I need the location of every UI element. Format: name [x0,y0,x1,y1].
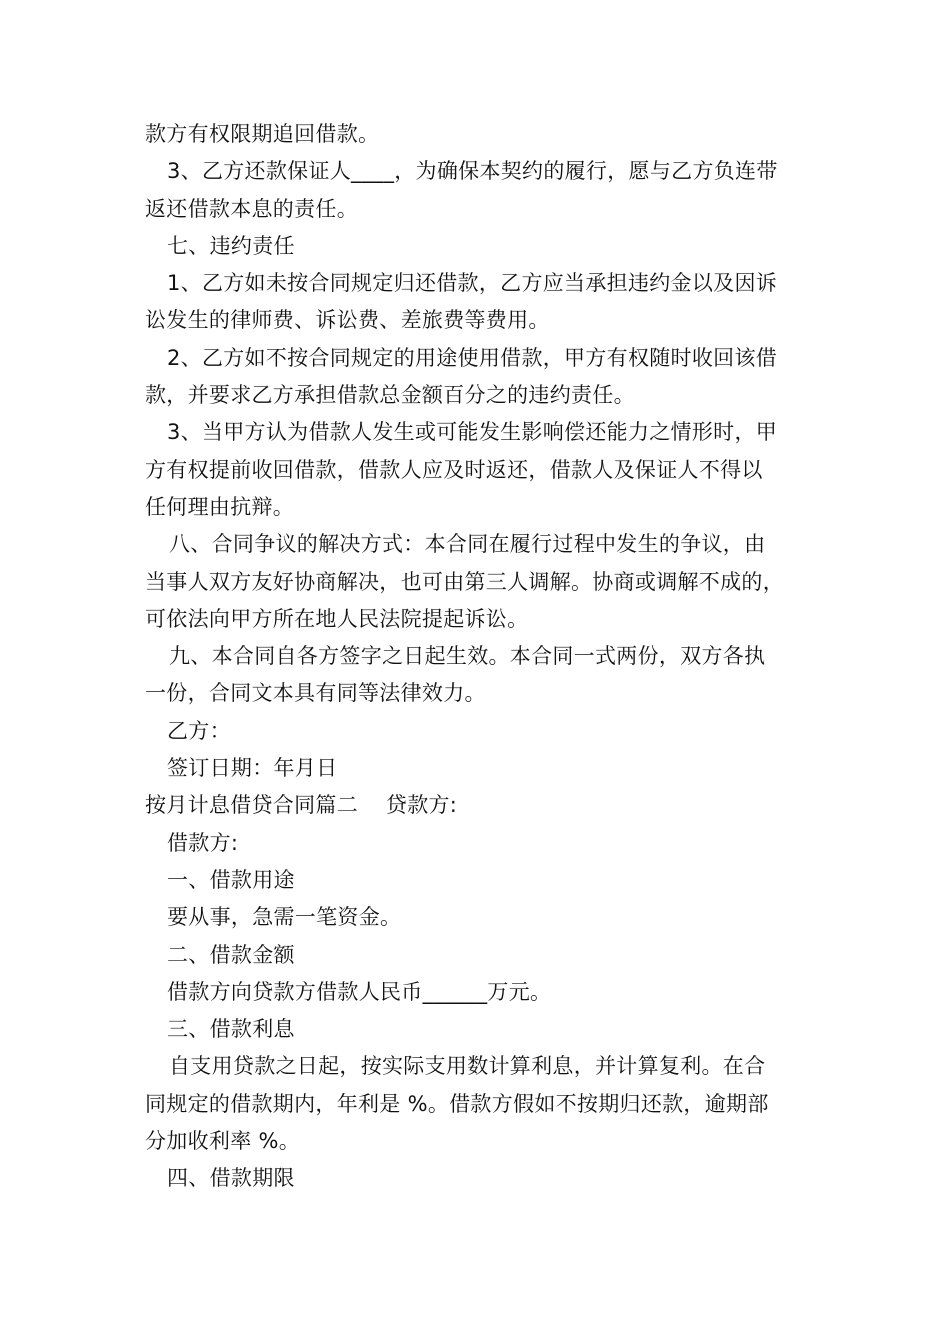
party-b-signature-label: 乙方： [167,718,231,743]
text-line: 返还借款本息的责任。 [145,196,358,221]
text-line: 分加收利率 %。 [145,1129,301,1154]
text-line: 可依法向甲方所在地人民法院提起诉讼。 [145,606,529,631]
text-line: 款，并要求乙方承担借款总金额百分之的违约责任。 [145,383,635,408]
section-heading-interest: 三、借款利息 [167,1017,295,1042]
text-line: 当事人双方友好协商解决，也可由第三人调解。协商或调解不成的， [145,569,784,594]
text-line: 3、乙方还款保证人____，为确保本契约的履行，愿与乙方负连带 [167,159,778,184]
text-line: 一份，合同文本具有同等法律效力。 [145,681,486,706]
document-body [145,116,810,1198]
text-line: 讼发生的律师费、诉讼费、差旅费等费用。 [145,308,550,333]
text-line: 款方有权限期追回借款。 [145,122,380,146]
section-heading-amount: 二、借款金额 [167,942,295,967]
text-line: 要从事，急需一笔资金。 [167,905,402,930]
text-line: 2、乙方如不按合同规定的用途使用借款，甲方有权随时收回该借 [167,345,778,370]
text-line: 方有权提前收回借款，借款人应及时返还，借款人及保证人不得以 [145,457,763,482]
text-line: 3、当甲方认为借款人发生或可能发生影响偿还能力之情形时，甲 [167,420,778,445]
borrower-label: 借款方: [167,830,239,855]
sign-date-label: 签订日期：年月日 [167,756,338,781]
section-heading-effect: 九、本合同自各方签字之日起生效。本合同一式两份，双方各执 [169,644,766,669]
section-heading-term: 四、借款期限 [167,1166,295,1191]
section-heading-penalty: 七、违约责任 [167,233,295,258]
section-heading-purpose: 一、借款用途 [167,867,295,892]
text-line: 任何理由抗辩。 [145,494,295,519]
section-heading-dispute: 八、合同争议的解决方式：本合同在履行过程中发生的争议，由 [169,532,766,557]
text-line: 借款方向贷款方借款人民币______万元。 [167,979,552,1004]
text-line: 1、乙方如未按合同规定归还借款，乙方应当承担违约金以及因诉 [167,271,778,296]
text-line: 同规定的借款期内，年利是 %。借款方假如不按期归还款，逾期部 [145,1091,769,1116]
text-line: 自支用贷款之日起，按实际支用数计算利息，并计算复利。在合 [169,1054,766,1079]
contract-part-two-title: 按月计息借贷合同篇二 贷款方: [145,793,458,818]
